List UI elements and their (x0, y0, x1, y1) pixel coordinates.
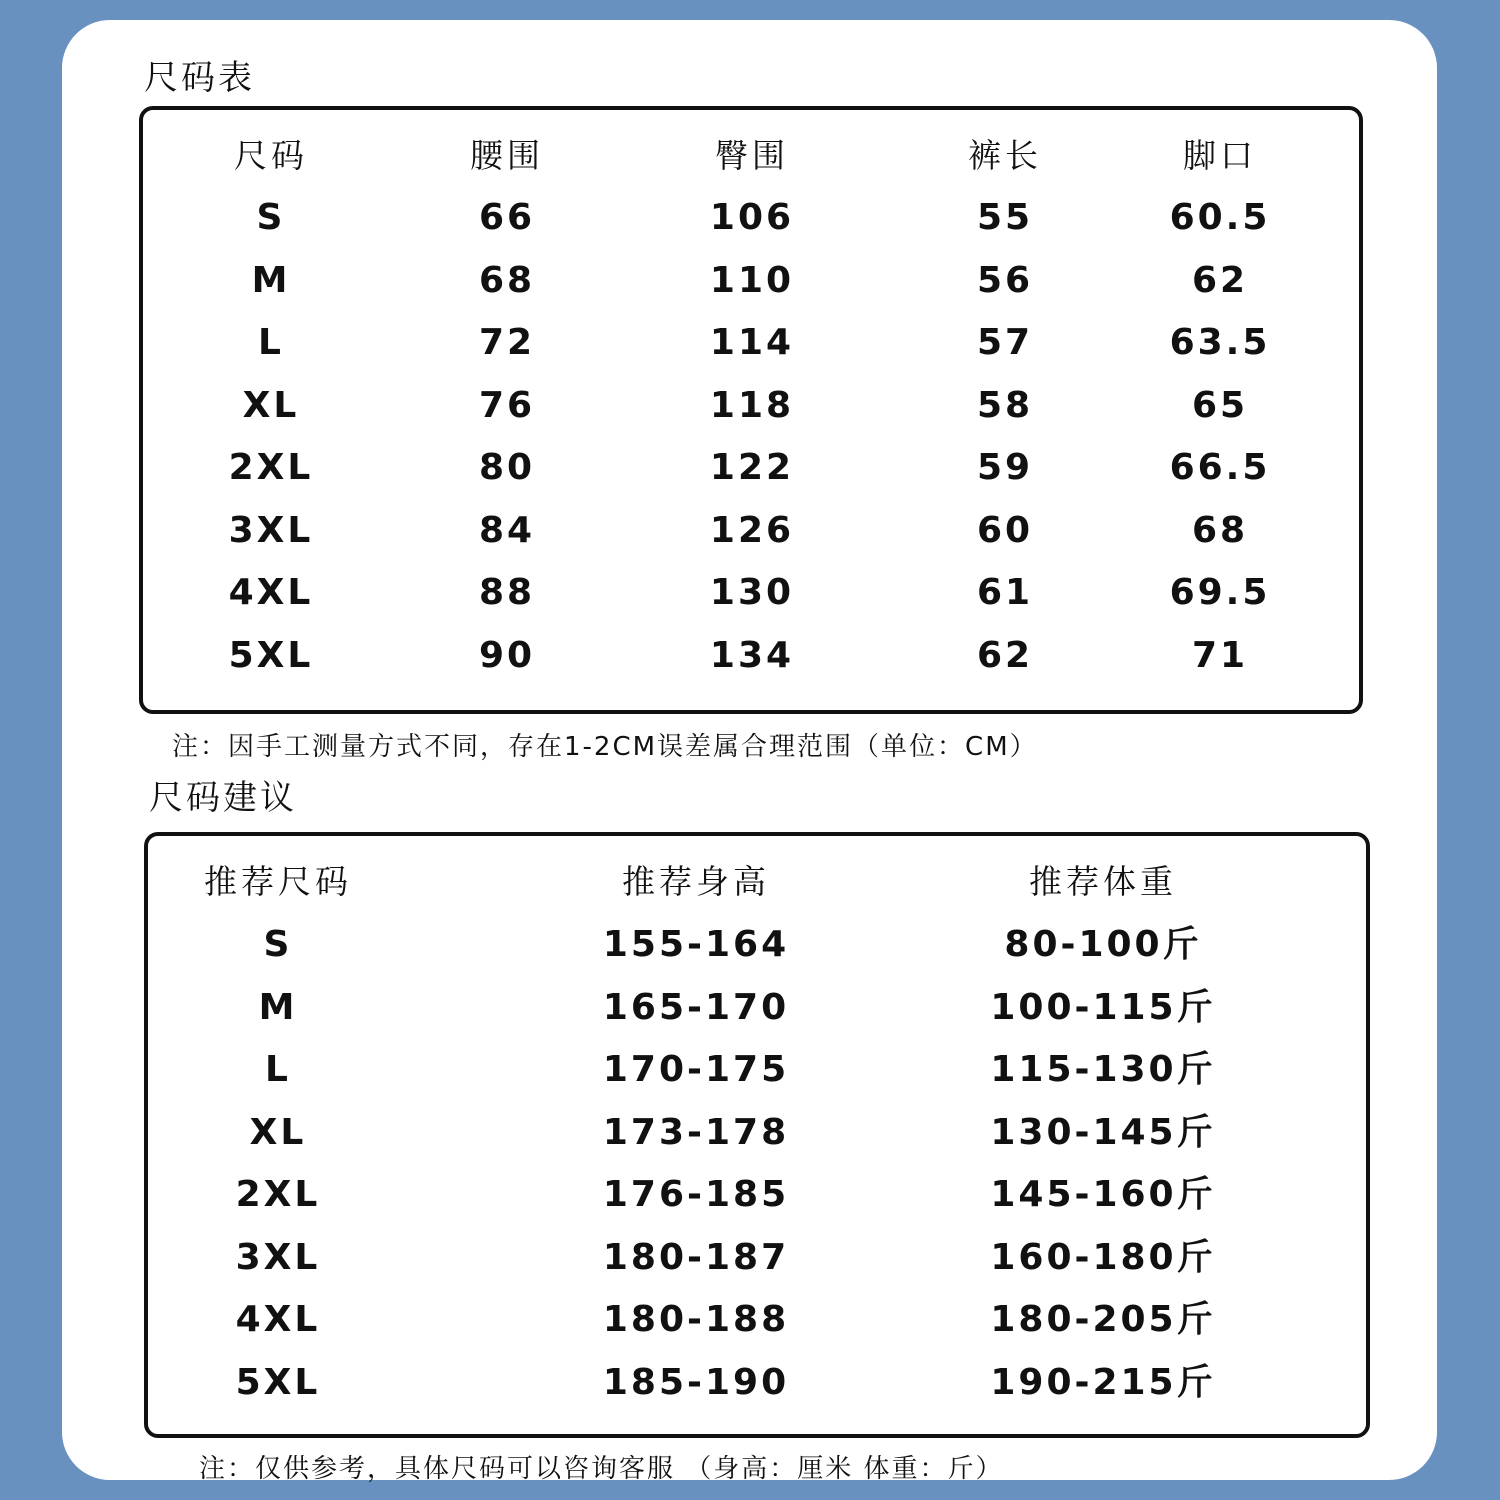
size-advice-row (148, 1227, 1366, 1289)
size-chart-row (143, 375, 1359, 437)
size-advice-cell-height: 173-178 (602, 1111, 790, 1153)
size-chart-note: 注：因手工测量方式不同，存在1-2CM误差属合理范围（单位：CM） (172, 732, 1038, 762)
size-chart-row (143, 437, 1359, 499)
size-chart-row (143, 500, 1359, 562)
size-advice-cell-size: L (265, 1049, 291, 1090)
size-chart-row (143, 312, 1359, 374)
size-chart-cell-waist: 80 (478, 447, 536, 488)
size-advice-cell-weight: 145-160斤 (990, 1174, 1216, 1215)
size-chart-cell-size: L (258, 322, 284, 363)
size-chart-cell-hip: 126 (709, 509, 795, 551)
size-chart-cell-waist: 84 (478, 509, 536, 551)
size-chart-cell-hem: 71 (1191, 634, 1249, 676)
size-chart-cell-length: 56 (976, 259, 1034, 301)
size-chart-cell-hip: 106 (709, 197, 795, 238)
size-advice-cell-weight: 130-145斤 (990, 1111, 1216, 1153)
header-rec-height: 推荐身高 (622, 862, 770, 901)
size-chart-row (143, 250, 1359, 312)
header-rec-weight: 推荐体重 (1029, 862, 1177, 901)
size-advice-row (148, 1352, 1366, 1414)
size-advice-cell-height: 180-187 (602, 1236, 790, 1278)
size-chart-table (139, 106, 1363, 714)
size-chart-cell-size: 4XL (228, 572, 314, 613)
size-advice-row (148, 914, 1366, 976)
header-hip: 臀围 (715, 136, 789, 175)
size-advice-header-row (148, 851, 1366, 913)
size-chart-header-row (143, 125, 1359, 187)
size-chart-cell-size: XL (242, 384, 300, 426)
size-chart-cell-waist: 88 (478, 572, 536, 613)
size-card (62, 20, 1437, 1484)
size-chart-cell-hem: 63.5 (1169, 322, 1271, 363)
size-advice-cell-height: 180-188 (602, 1299, 790, 1340)
size-chart-row (143, 625, 1359, 687)
size-advice-cell-size: M (258, 986, 298, 1028)
size-advice-cell-weight: 100-115斤 (990, 986, 1216, 1028)
size-advice-cell-height: 185-190 (602, 1361, 790, 1403)
size-advice-table (144, 832, 1370, 1438)
size-advice-title: 尺码建议 (149, 778, 297, 818)
size-advice-cell-weight: 180-205斤 (990, 1299, 1216, 1340)
size-chart-cell-length: 57 (976, 322, 1034, 363)
size-advice-cell-size: S (263, 924, 293, 965)
size-chart-row (143, 562, 1359, 624)
size-chart-cell-length: 58 (976, 384, 1034, 426)
header-length: 裤长 (968, 136, 1042, 175)
size-advice-row (148, 977, 1366, 1039)
size-chart-cell-hem: 68 (1191, 509, 1249, 551)
size-chart-cell-hem: 69.5 (1169, 572, 1271, 613)
size-advice-cell-weight: 115-130斤 (990, 1049, 1216, 1090)
size-advice-cell-weight: 80-100斤 (1004, 924, 1202, 965)
size-advice-cell-size: 4XL (235, 1299, 321, 1340)
size-advice-row (148, 1164, 1366, 1226)
size-chart-cell-size: 5XL (228, 634, 314, 676)
size-chart-cell-hem: 65 (1191, 384, 1249, 426)
size-advice-cell-size: XL (249, 1111, 307, 1153)
size-advice-cell-height: 176-185 (602, 1174, 790, 1215)
size-chart-title: 尺码表 (144, 58, 255, 98)
size-advice-cell-size: 3XL (235, 1236, 321, 1278)
size-advice-row (148, 1039, 1366, 1101)
size-chart-cell-size: 3XL (228, 509, 314, 551)
size-chart-row (143, 187, 1359, 249)
size-advice-cell-size: 2XL (235, 1174, 321, 1215)
size-chart-cell-hip: 134 (709, 634, 795, 676)
size-chart-cell-length: 60 (976, 509, 1034, 551)
size-advice-cell-weight: 190-215斤 (990, 1361, 1216, 1403)
size-chart-cell-size: M (251, 259, 291, 301)
size-chart-cell-waist: 76 (478, 384, 536, 426)
size-advice-note: 注：仅供参考，具体尺码可以咨询客服 （身高：厘米 体重：斤） (199, 1454, 1004, 1484)
size-chart-cell-hem: 60.5 (1169, 197, 1271, 238)
size-advice-cell-height: 155-164 (602, 924, 790, 965)
size-chart-cell-hip: 122 (709, 447, 795, 488)
size-chart-cell-length: 59 (976, 447, 1034, 488)
size-chart-cell-waist: 72 (478, 322, 536, 363)
size-advice-cell-height: 165-170 (602, 986, 790, 1028)
size-advice-row (148, 1102, 1366, 1164)
size-chart-cell-waist: 68 (478, 259, 536, 301)
size-chart-cell-waist: 66 (478, 197, 536, 238)
size-chart-cell-hip: 130 (709, 572, 795, 613)
header-hem: 脚口 (1183, 136, 1257, 175)
size-chart-cell-hip: 114 (709, 322, 795, 363)
size-chart-cell-hem: 62 (1191, 259, 1249, 301)
header-rec-size: 推荐尺码 (204, 862, 352, 901)
size-chart-cell-waist: 90 (478, 634, 536, 676)
size-advice-cell-size: 5XL (235, 1361, 321, 1403)
size-chart-cell-hip: 110 (709, 259, 795, 301)
header-waist: 腰围 (470, 136, 544, 175)
size-chart-cell-size: S (256, 197, 286, 238)
size-chart-cell-length: 55 (976, 197, 1034, 238)
header-size: 尺码 (234, 136, 308, 175)
size-chart-cell-hip: 118 (709, 384, 795, 426)
size-advice-cell-height: 170-175 (602, 1049, 790, 1090)
size-chart-cell-length: 61 (976, 572, 1034, 613)
size-advice-cell-weight: 160-180斤 (990, 1236, 1216, 1278)
size-chart-cell-length: 62 (976, 634, 1034, 676)
size-chart-cell-size: 2XL (228, 447, 314, 488)
size-chart-cell-hem: 66.5 (1169, 447, 1271, 488)
size-advice-row (148, 1289, 1366, 1351)
